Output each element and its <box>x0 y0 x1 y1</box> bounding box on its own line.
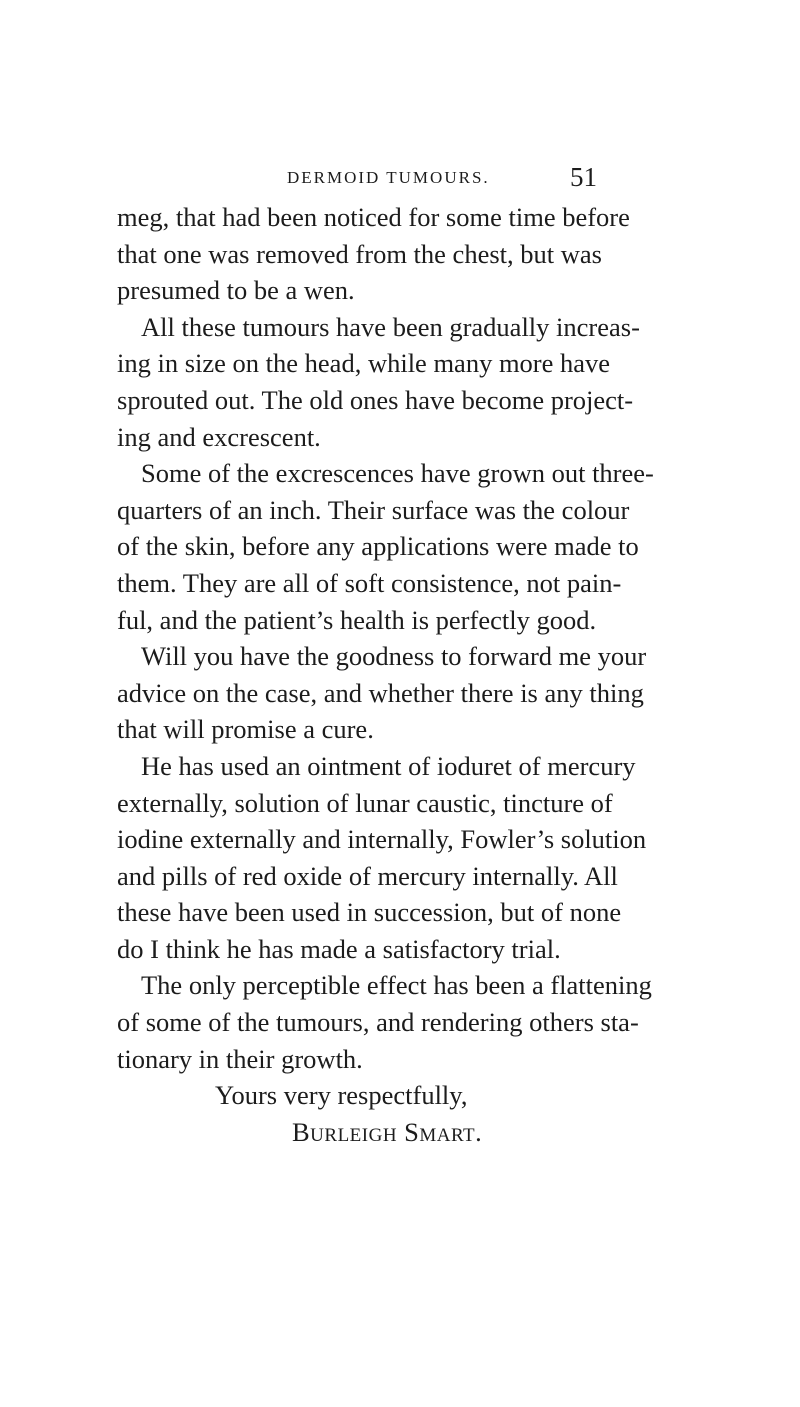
text-line: The only perceptible effect has been a flattening <box>141 970 652 1001</box>
text-line: of some of the tumours, and rendering others sta- <box>117 1007 639 1038</box>
text-line: He has used an ointment of ioduret of mercury <box>141 750 636 781</box>
running-head-title: DERMOID TUMOURS. <box>287 168 490 187</box>
text-line: quarters of an inch. Their surface was the colour <box>117 494 630 525</box>
letter-closing: Yours very respectfully, <box>215 1080 468 1111</box>
text-line: ful, and the patient’s health is perfectly good. <box>117 604 597 635</box>
body-text <box>117 199 654 1150</box>
text-line: tionary in their growth. <box>117 1043 363 1074</box>
text-line: them. They are all of soft consistence, not pain- <box>117 567 622 598</box>
text-line: externally, solution of lunar caustic, tincture of <box>117 787 613 818</box>
running-head <box>117 162 597 196</box>
text-line: ing in size on the head, while many more have <box>117 348 611 379</box>
text-line: All these tumours have been gradually increas- <box>141 311 640 342</box>
text-line: of the skin, before any applications were made to <box>117 531 639 562</box>
text-line: Will you have the goodness to forward me your <box>141 641 647 672</box>
letter-signature: Burleigh Smart. <box>292 1116 483 1147</box>
text-line: iodine externally and internally, Fowler’s solution <box>117 824 647 855</box>
text-line: these have been used in succession, but of none <box>117 897 622 928</box>
text-line: ing and excrescent. <box>117 421 321 452</box>
text-line: that one was removed from the chest, but was <box>117 238 602 269</box>
text-line: presumed to be a wen. <box>117 275 355 306</box>
text-line: do I think he has made a satisfactory trial. <box>117 933 561 964</box>
text-line: and pills of red oxide of mercury internally. All <box>117 860 618 891</box>
text-line: sprouted out. The old ones have become project- <box>117 384 634 415</box>
text-line: meg, that had been noticed for some time before <box>117 202 630 232</box>
page-number: 51 <box>570 162 597 192</box>
text-line: that will promise a cure. <box>117 714 374 745</box>
text-line: advice on the case, and whether there is any thing <box>117 677 644 708</box>
text-line: Some of the excrescences have grown out three- <box>141 458 654 489</box>
